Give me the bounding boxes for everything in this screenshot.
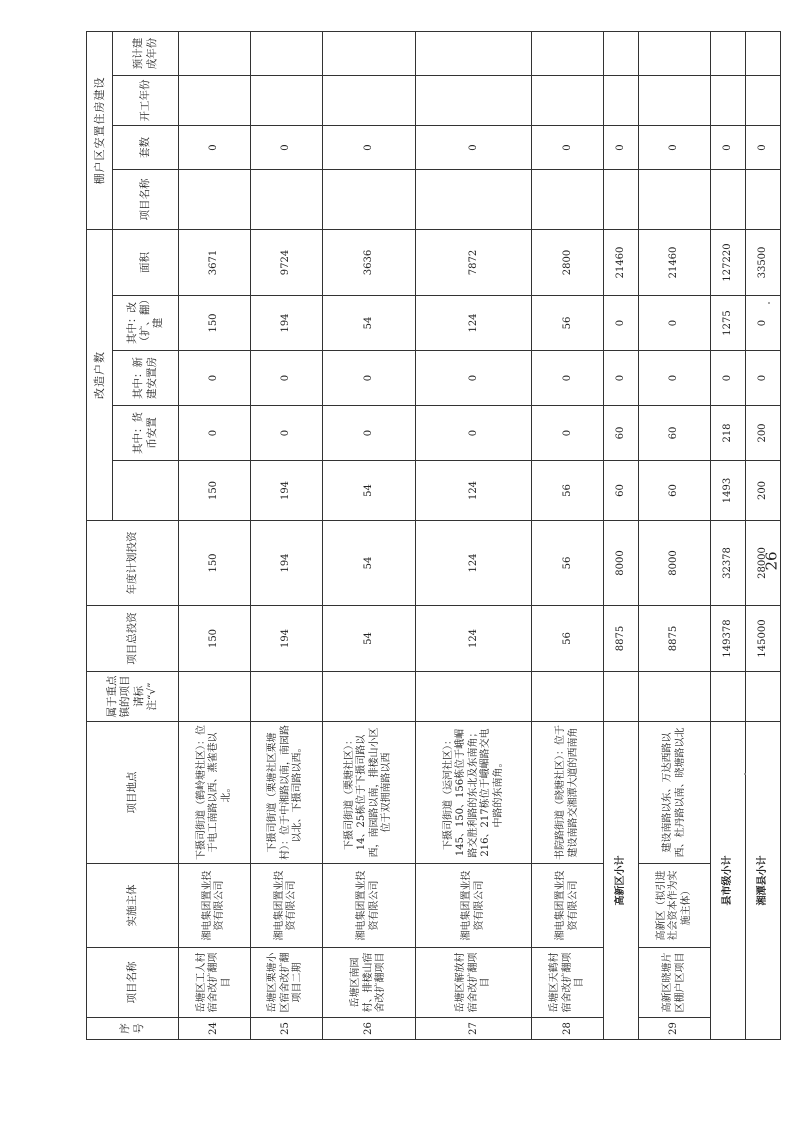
cell-finish-year	[746, 32, 781, 76]
header-start-year: 开工年份	[113, 76, 179, 126]
cell-total-investment: 54	[322, 606, 416, 672]
cell-area: 33500	[746, 230, 781, 296]
cell-area: 9724	[250, 230, 322, 296]
cell-seq: 24	[179, 1018, 251, 1040]
header-units: 套数	[113, 126, 179, 170]
cell-area: 7872	[416, 230, 532, 296]
cell-entity: 湘电集团置业投资有限公司	[322, 864, 416, 948]
cell-annual-investment: 28000	[746, 521, 781, 606]
cell-households: 150	[179, 461, 251, 521]
cell-finish-year	[604, 32, 639, 76]
cell-project-name: 高新区晓塘片区棚户区项目	[639, 948, 711, 1018]
cell-new-build: 0	[416, 351, 532, 406]
cell-finish-year	[322, 32, 416, 76]
header-resettle-name: 项目名称	[113, 170, 179, 230]
cell-resettle-name	[604, 170, 639, 230]
cell-area: 2800	[532, 230, 604, 296]
cell-total-investment: 194	[250, 606, 322, 672]
cell-annual-investment: 54	[322, 521, 416, 606]
header-annual-investment: 年度计划投资	[87, 521, 179, 606]
rotated-table-wrapper	[86, 37, 781, 1040]
cell-seq: 29	[639, 1018, 711, 1040]
scan-speck	[768, 302, 770, 304]
cell-units: 0	[179, 126, 251, 170]
cell-rebuild: 194	[250, 296, 322, 351]
header-households	[113, 461, 179, 521]
cell-area: 3636	[322, 230, 416, 296]
cell-rebuild: 56	[532, 296, 604, 351]
cell-annual-investment: 124	[416, 521, 532, 606]
cell-total-investment: 149378	[711, 606, 746, 672]
header-finish-year: 预计建成年份	[113, 32, 179, 76]
cell-new-build: 0	[639, 351, 711, 406]
cell-location: 下摄司街道（运河社区）：145、150、156栋位于峨嵋路交胜利路的东北及东南角；216、217栋位于峨嵋路交电中路的东南角。	[416, 722, 532, 864]
cell-cash: 218	[711, 406, 746, 461]
cell-finish-year	[711, 32, 746, 76]
cell-annual-investment: 56	[532, 521, 604, 606]
cell-key-town	[711, 672, 746, 722]
cell-start-year	[746, 76, 781, 126]
cell-entity: 湘电集团置业投资有限公司	[416, 864, 532, 948]
table-row	[322, 32, 416, 1040]
cell-units: 0	[250, 126, 322, 170]
cell-cash: 200	[746, 406, 781, 461]
cell-annual-investment: 8000	[604, 521, 639, 606]
cell-cash: 0	[179, 406, 251, 461]
cell-households: 60	[604, 461, 639, 521]
cell-seq: 25	[250, 1018, 322, 1040]
subtotal-row-xiangtan	[746, 32, 781, 1040]
cell-cash: 0	[532, 406, 604, 461]
header-resettlement-group: 棚户区安置住房建设	[87, 32, 113, 230]
cell-households: 1493	[711, 461, 746, 521]
cell-key-town	[250, 672, 322, 722]
cell-annual-investment: 194	[250, 521, 322, 606]
cell-rebuild: 0	[746, 296, 781, 351]
cell-start-year	[711, 76, 746, 126]
header-cash: 其中：货币安置	[113, 406, 179, 461]
cell-key-town	[639, 672, 711, 722]
subtotal-row-county-level	[711, 32, 746, 1040]
cell-resettle-name	[711, 170, 746, 230]
header-new-build: 其中：新建安置房	[113, 351, 179, 406]
header-entity: 实施主体	[87, 864, 179, 948]
cell-cash: 60	[604, 406, 639, 461]
cell-total-investment: 56	[532, 606, 604, 672]
cell-key-town	[179, 672, 251, 722]
cell-resettle-name	[746, 170, 781, 230]
table-row	[639, 32, 711, 1040]
cell-finish-year	[179, 32, 251, 76]
cell-new-build: 0	[604, 351, 639, 406]
cell-total-investment: 145000	[746, 606, 781, 672]
cell-project-name: 岳塘区解放村宿舍改扩翻项目	[416, 948, 532, 1018]
cell-start-year	[604, 76, 639, 126]
cell-total-investment: 8875	[639, 606, 711, 672]
cell-annual-investment: 32378	[711, 521, 746, 606]
cell-households: 60	[639, 461, 711, 521]
cell-entity: 湘电集团置业投资有限公司	[250, 864, 322, 948]
cell-cash: 0	[322, 406, 416, 461]
table-row	[416, 32, 532, 1040]
header-renovation-group: 改造户数	[87, 230, 113, 521]
subtotal-label: 高新区小计	[604, 722, 639, 1040]
cell-project-name: 岳塘区栗塘小区宿舍改扩翻项目二期	[250, 948, 322, 1018]
cell-location: 建设南路以东、万达西路以西、杜丹路以南、晓塘路以北	[639, 722, 711, 864]
cell-project-name: 岳塘区南园村、排楼山宿舍改扩翻项目	[322, 948, 416, 1018]
cell-area: 21460	[639, 230, 711, 296]
cell-resettle-name	[322, 170, 416, 230]
cell-resettle-name	[416, 170, 532, 230]
cell-units: 0	[604, 126, 639, 170]
cell-new-build: 0	[179, 351, 251, 406]
cell-households: 54	[322, 461, 416, 521]
cell-annual-investment: 8000	[639, 521, 711, 606]
cell-start-year	[322, 76, 416, 126]
cell-resettle-name	[532, 170, 604, 230]
cell-finish-year	[532, 32, 604, 76]
cell-entity: 高新区（拟引进社会资本作为实施主体）	[639, 864, 711, 948]
cell-start-year	[250, 76, 322, 126]
table-row	[532, 32, 604, 1040]
cell-new-build: 0	[322, 351, 416, 406]
cell-units: 0	[639, 126, 711, 170]
cell-key-town	[532, 672, 604, 722]
scan-speck	[744, 773, 746, 775]
cell-households: 200	[746, 461, 781, 521]
header-total-investment: 项目总投资	[87, 606, 179, 672]
cell-finish-year	[416, 32, 532, 76]
subtotal-row-gaoxin	[604, 32, 639, 1040]
header-area: 面积	[113, 230, 179, 296]
cell-seq: 26	[322, 1018, 416, 1040]
header-rebuild: 其中：改（扩、翻）建	[113, 296, 179, 351]
cell-units: 0	[416, 126, 532, 170]
cell-finish-year	[639, 32, 711, 76]
header-seq: 序号	[87, 1018, 179, 1040]
cell-units: 0	[532, 126, 604, 170]
cell-location: 书院路街道（晓塘社区）：位于建设南路交湘潭大道的西南角	[532, 722, 604, 864]
cell-rebuild: 124	[416, 296, 532, 351]
cell-resettle-name	[250, 170, 322, 230]
cell-cash: 0	[416, 406, 532, 461]
cell-rebuild: 1275	[711, 296, 746, 351]
cell-key-town	[416, 672, 532, 722]
cell-start-year	[416, 76, 532, 126]
cell-new-build: 0	[250, 351, 322, 406]
cell-total-investment: 8875	[604, 606, 639, 672]
cell-rebuild: 0	[604, 296, 639, 351]
cell-finish-year	[250, 32, 322, 76]
subtotal-label: 湘潭县小计	[746, 722, 781, 1040]
cell-entity: 湘电集团置业投资有限公司	[179, 864, 251, 948]
cell-area: 127220	[711, 230, 746, 296]
cell-rebuild: 54	[322, 296, 416, 351]
table-row	[250, 32, 322, 1040]
cell-start-year	[639, 76, 711, 126]
cell-location: 下摄司街道（栗塘社区）：14、25栋位于下摄司路以西，南园路以南，排楼山小区位于双拥南路以西	[322, 722, 416, 864]
cell-total-investment: 150	[179, 606, 251, 672]
cell-project-name: 岳塘区工人村宿舍改扩翻项目	[179, 948, 251, 1018]
cell-new-build: 0	[746, 351, 781, 406]
cell-key-town	[604, 672, 639, 722]
cell-entity: 湘电集团置业投资有限公司	[532, 864, 604, 948]
cell-annual-investment: 150	[179, 521, 251, 606]
cell-new-build: 0	[711, 351, 746, 406]
header-location: 项目地点	[87, 722, 179, 864]
cell-area: 21460	[604, 230, 639, 296]
cell-key-town	[746, 672, 781, 722]
cell-total-investment: 124	[416, 606, 532, 672]
cell-households: 124	[416, 461, 532, 521]
subtotal-label: 县市级小计	[711, 722, 746, 1040]
cell-resettle-name	[639, 170, 711, 230]
cell-households: 194	[250, 461, 322, 521]
page-number: 26	[762, 551, 781, 571]
cell-start-year	[179, 76, 251, 126]
cell-cash: 60	[639, 406, 711, 461]
cell-start-year	[532, 76, 604, 126]
cell-project-name: 岳塘区天鹤村宿舍改扩翻项目	[532, 948, 604, 1018]
header-key-town: 属于重点镇的项目请标注“√”	[87, 672, 179, 722]
cell-rebuild: 0	[639, 296, 711, 351]
shantytown-renovation-table	[86, 31, 781, 1040]
cell-seq: 27	[416, 1018, 532, 1040]
cell-units: 0	[322, 126, 416, 170]
header-project-name: 项目名称	[87, 948, 179, 1018]
cell-households: 56	[532, 461, 604, 521]
cell-location: 下摄司街道（栗塘社区栗塘村）：位于中湘路以南，南园路以北、下摄司路以西。	[250, 722, 322, 864]
cell-location: 下摄司街道（鹤岭塘社区）：位于电工南路以西、燕雀巷以北。	[179, 722, 251, 864]
cell-units: 0	[711, 126, 746, 170]
cell-cash: 0	[250, 406, 322, 461]
cell-area: 3671	[179, 230, 251, 296]
cell-units: 0	[746, 126, 781, 170]
table-row	[179, 32, 251, 1040]
cell-new-build: 0	[532, 351, 604, 406]
cell-rebuild: 150	[179, 296, 251, 351]
cell-seq: 28	[532, 1018, 604, 1040]
cell-resettle-name	[179, 170, 251, 230]
cell-key-town	[322, 672, 416, 722]
